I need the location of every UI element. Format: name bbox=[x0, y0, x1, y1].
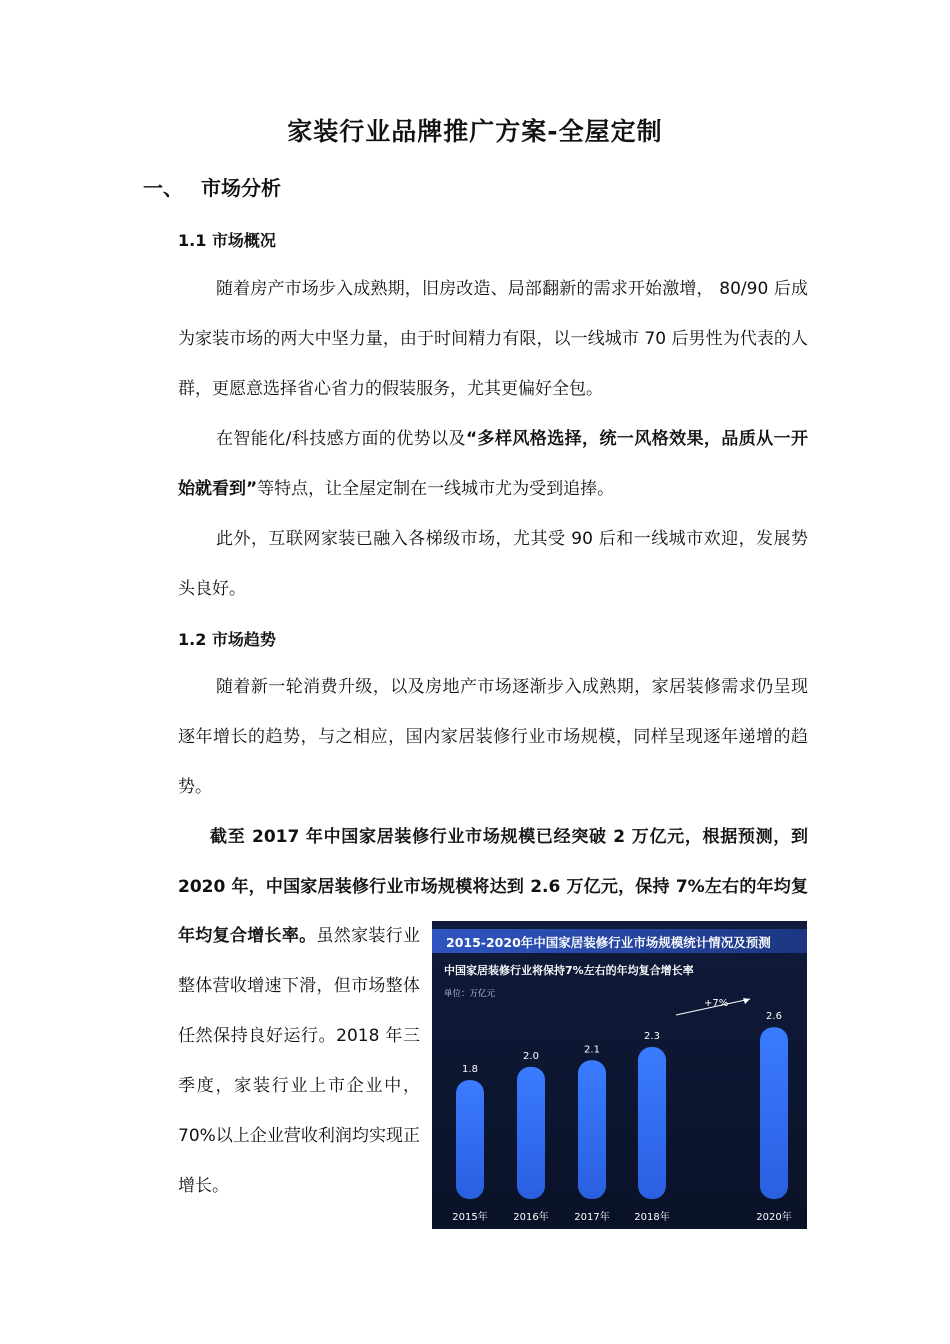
paragraph-bold-growth-rate: 年均复合增长率。 bbox=[178, 926, 317, 946]
category-label: 2015年 bbox=[452, 1212, 488, 1223]
paragraph-smart-advantage bbox=[178, 414, 808, 514]
category-label: 2016年 bbox=[513, 1212, 549, 1223]
paragraph-bold-scale: 截至 2017 年中国家居装修行业市场规模已经突破 2 万亿元，根据预测，到 2020 年，中国家居装修行业市场规模将达到 2.6 万亿元，保持 7%左右的年均复 bbox=[178, 827, 808, 897]
category-label: 2017年 bbox=[574, 1212, 610, 1223]
bar-2015年 bbox=[456, 1080, 484, 1199]
paragraph-bold-quote: “多样风格选择，统一风格效果，品质从一开始就看到” bbox=[178, 429, 808, 499]
bar-value-label: 1.8 bbox=[462, 1064, 478, 1076]
chart-title: 2015-2020年中国家居装修行业市场规模统计情况及预测 bbox=[446, 935, 771, 950]
bar-value-label: 2.0 bbox=[523, 1050, 539, 1062]
category-label: 2018年 bbox=[634, 1212, 670, 1223]
paragraph-market-overview: 随着房产市场步入成熟期，旧房改造、局部翻新的需求开始激增， 80/90 后成为家装市场的两大中坚力量，由于时间精力有限，以一线城市 70 后男性为代表的人群，更愿意选择省心省力的假装服务，尤其更偏好全包。 bbox=[178, 279, 808, 399]
paragraph-text: 在智能化/科技感方面的优势以及 bbox=[216, 429, 466, 449]
market-scale-chart bbox=[432, 921, 807, 1229]
paragraph-market-scale bbox=[178, 812, 808, 912]
subsection-heading-trends: 1.2 市场趋势 bbox=[178, 630, 276, 649]
section-number: 一、 bbox=[143, 176, 183, 200]
bar-2020年 bbox=[760, 1027, 788, 1199]
paragraph-text: 等特点，让全屋定制在一线城市尤为受到追捧。 bbox=[257, 479, 615, 499]
bar-value-label: 2.1 bbox=[584, 1044, 600, 1056]
growth-annotation: +7% bbox=[704, 998, 729, 1009]
category-label: 2020年 bbox=[756, 1212, 792, 1223]
growth-arrow-head bbox=[743, 998, 750, 1004]
bar-2018年 bbox=[638, 1047, 666, 1199]
bar-value-label: 2.3 bbox=[644, 1031, 660, 1043]
bar-value-label: 2.6 bbox=[766, 1011, 782, 1023]
paragraph-text-revenue: 虽然家装行业整体营收增速下滑，但市场整体任然保持良好运行。2018 年三季度，家装行业上市企业中，70%以上企业营收利润均实现正增长。 bbox=[178, 926, 421, 1196]
bar-2017年 bbox=[578, 1060, 606, 1199]
subsection-heading-overview: 1.1 市场概况 bbox=[178, 231, 276, 250]
paragraph-market-trends: 随着新一轮消费升级，以及房地产市场逐渐步入成熟期，家居装修需求仍呈现逐年增长的趋势，与之相应，国内家居装修行业市场规模，同样呈现逐年递增的趋势。 bbox=[178, 677, 808, 797]
paragraph-internet-home: 此外，互联网家装已融入各梯级市场，尤其受 90 后和一线城市欢迎，发展势头良好。 bbox=[178, 529, 808, 599]
section-title: 市场分析 bbox=[201, 176, 281, 200]
paragraph-market-scale-continued bbox=[178, 911, 420, 1211]
document-title: 家装行业品牌推广方案-全屋定制 bbox=[287, 117, 663, 146]
bar-chart-svg bbox=[432, 921, 807, 1229]
chart-subtitle: 中国家居装修行业将保持7%左右的年均复合增长率 bbox=[444, 964, 694, 977]
bar-2016年 bbox=[517, 1067, 545, 1199]
section-heading-market-analysis bbox=[143, 172, 281, 201]
chart-unit: 单位：万亿元 bbox=[444, 989, 496, 999]
